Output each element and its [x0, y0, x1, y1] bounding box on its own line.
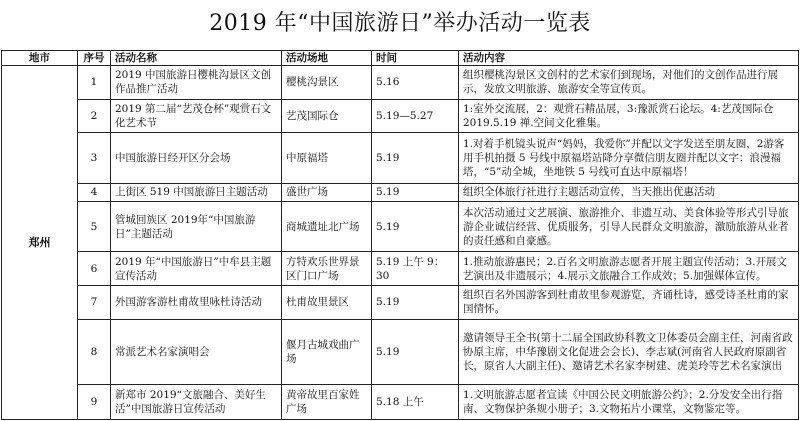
activity-name: 新郑市 2019“文旅融合、美好生活”中国旅游日宣传活动 — [111, 385, 282, 420]
row-no: 4 — [78, 183, 111, 201]
table-row — [2, 319, 799, 384]
activity-time: 5.16 — [372, 66, 459, 100]
activity-content: 组织樱桃沟景区文创村的艺术家们到现场，对他们的文创作品进行展示，发放文明旅游、旅游安全等宣传页。 — [459, 66, 799, 100]
row-no: 1 — [78, 66, 111, 100]
col-header-time: 时间 — [372, 51, 459, 66]
activity-venue: 方特欢乐世界景区门口广场 — [282, 252, 372, 286]
page-title: 2019 年“中国旅游日”举办活动一览表 — [209, 11, 591, 36]
table-row — [2, 385, 799, 420]
activity-content: 1.推动旅游惠民；2.百名文明旅游志愿者开展主题宣传活动；3.开展文艺演出及非遗展示；4.展示文旅融合工作成效；5.加强媒体宣传。 — [459, 252, 799, 286]
activity-time: 5.19 上午 9：30 — [372, 252, 459, 286]
activity-time: 5.19 — [372, 319, 459, 384]
activity-table — [1, 50, 799, 420]
table-row — [2, 66, 799, 100]
activity-name: 上街区 519 中国旅游日主题活动 — [111, 183, 282, 201]
activity-venue: 商城遗址北广场 — [282, 201, 372, 252]
row-no: 9 — [78, 385, 111, 420]
activity-venue: 盛世广场 — [282, 183, 372, 201]
activity-content: 1.文明旅游志愿者宣读《中国公民文明旅游公约》；2.分发安全出行指南、文物保护条规小册子；3.文物拓片小课堂，文物鉴定等。 — [459, 385, 799, 420]
activity-content: 组织百名外国游客到杜甫故里参观游览，齐诵杜诗，感受诗圣杜甫的家国情怀。 — [459, 286, 799, 320]
activity-venue: 樱桃沟景区 — [282, 66, 372, 100]
activity-time: 5.19 — [372, 183, 459, 201]
row-no: 6 — [78, 252, 111, 286]
activity-time: 5.18 上午 — [372, 385, 459, 420]
col-header-no: 序号 — [78, 51, 111, 66]
col-header-venue: 活动场地 — [282, 51, 372, 66]
activity-name: 外国游客游杜甫故里咏杜诗活动 — [111, 286, 282, 320]
activity-content: 1.对着手机镜头说声“妈妈，我爱你”并配以文字发送至朋友圈，2游客用手机拍摄 5 号线中原福塔站降分享微信朋友圈并配以文字：浪漫福塔，“5”动全城，坐地铁 5 号线可直达中原福塔！ — [459, 133, 799, 184]
header-row — [2, 51, 799, 66]
col-header-city: 地市 — [2, 51, 78, 66]
activity-venue: 杜甫故里景区 — [282, 286, 372, 320]
activity-time: 5.19 — [372, 201, 459, 252]
activity-time: 5.19—5.27 — [372, 99, 459, 133]
activity-content: 组织全体旅行社进行主题活动宣传，当天推出优惠活动 — [459, 183, 799, 201]
activity-venue: 中原福塔 — [282, 133, 372, 184]
activity-name: 2019 中国旅游日樱桃沟景区文创作品推广活动 — [111, 66, 282, 100]
activity-name: 管城回族区 2019年“中国旅游日”主题活动 — [111, 201, 282, 252]
table-row — [2, 201, 799, 252]
activity-content: 邀请领导王全书(第十二届全国政协科教文卫体委员会副主任，河南省政协原主席，中华豫剧文化促进会会长)、李志斌(河南省人民政府原副省长，原省人大副主任)、邀请艺术名家李树建、虎美玲等艺术名家演出 — [459, 319, 799, 384]
city-cell: 郑州 — [2, 66, 78, 420]
row-no: 8 — [78, 319, 111, 384]
activity-name: 2019 第二届“艺茂仓杯”观赏石文化艺术节 — [111, 99, 282, 133]
col-header-name: 活动名称 — [111, 51, 282, 66]
row-no: 7 — [78, 286, 111, 320]
activity-content: 1:室外交流展，2：观赏石精品展，3:豫派赏石论坛。4:艺茂国际仓 2019.5.19 禅.空间文化雅集。 — [459, 99, 799, 133]
activity-venue: 偃月古城戏曲广场 — [282, 319, 372, 384]
table-row — [2, 133, 799, 184]
activity-time: 5.19 — [372, 286, 459, 320]
row-no: 3 — [78, 133, 111, 184]
table-row — [2, 286, 799, 320]
table-row — [2, 183, 799, 201]
activity-name: 2019 年“中国旅游日”中牟县主题宣传活动 — [111, 252, 282, 286]
table-row — [2, 99, 799, 133]
col-header-content: 活动内容 — [459, 51, 799, 66]
row-no: 5 — [78, 201, 111, 252]
activity-venue: 黄帝故里百家姓广场 — [282, 385, 372, 420]
activity-content: 本次活动通过文艺展演、旅游推介、非遗互动、美食体验等形式引导旅游企业诚信经营、优质服务，引导人民群众文明旅游，激励旅游从业者的责任感和自豪感。 — [459, 201, 799, 252]
activity-venue: 艺茂国际仓 — [282, 99, 372, 133]
activity-time: 5.19 — [372, 133, 459, 184]
activity-name: 常派艺术名家演唱会 — [111, 319, 282, 384]
table-row — [2, 252, 799, 286]
row-no: 2 — [78, 99, 111, 133]
activity-name: 中国旅游日经开区分会场 — [111, 133, 282, 184]
